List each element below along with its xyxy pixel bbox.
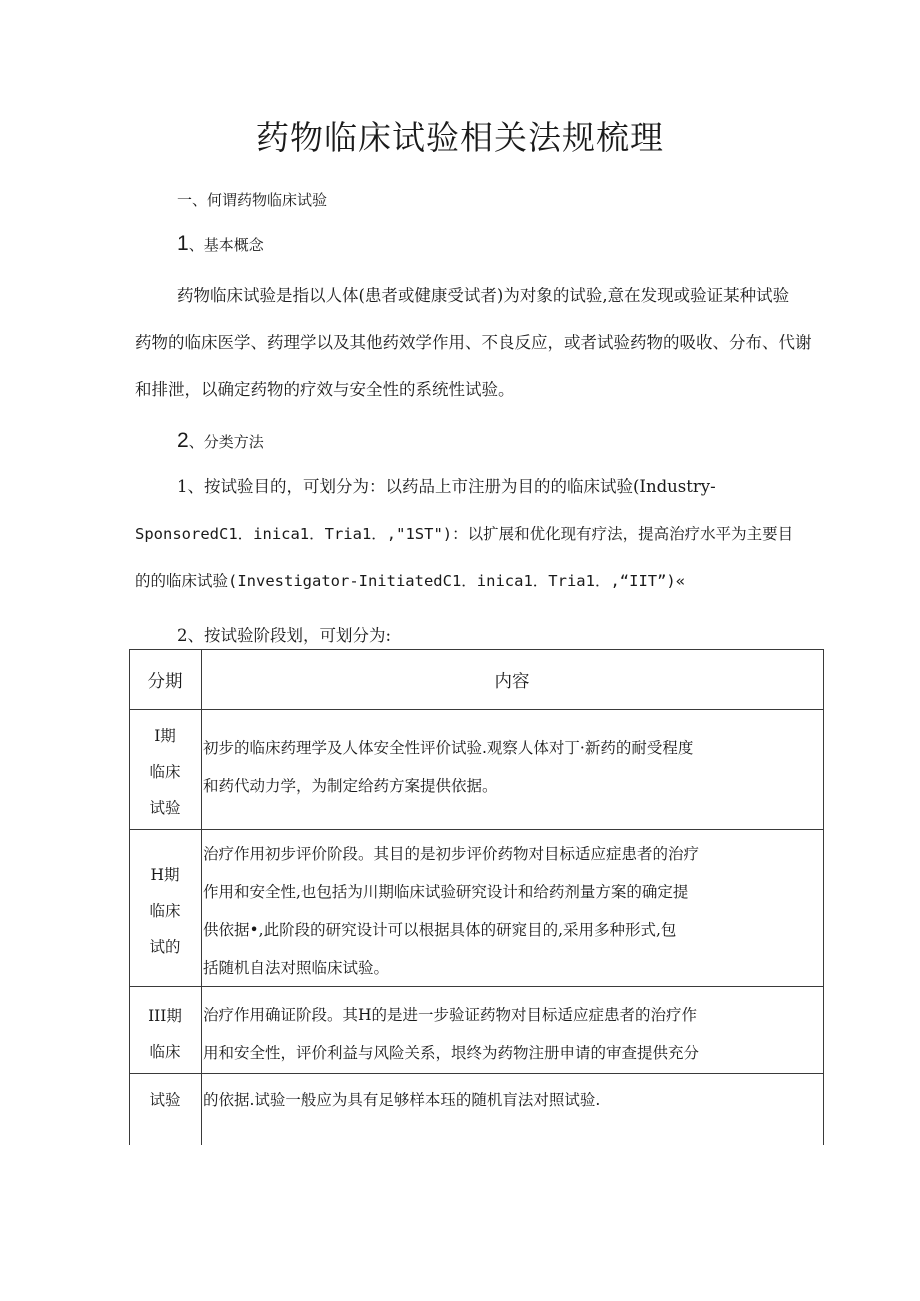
section-heading-1: 一、何谓药物临床试验 xyxy=(177,191,328,209)
concept-line-3: 和排泄，以确定药物的疗效与安全性的系统性试验。 xyxy=(135,380,515,399)
table-border xyxy=(129,709,824,710)
phase-line: 临床 xyxy=(149,763,181,781)
subheading-label: 、基本概念 xyxy=(188,236,264,254)
purpose-line-1: 1、按试验目的，可划分为：以药品上市注册为目的的临床试验(Industry- xyxy=(177,477,716,496)
phase-line: 试验 xyxy=(149,1091,181,1109)
content-cell-2 xyxy=(203,835,699,987)
content-cell-1 xyxy=(203,729,693,805)
document-title: 药物临床试验相关法规梳理 xyxy=(256,118,664,157)
subheading-label: 、分类方法 xyxy=(188,433,264,451)
content-cell-3 xyxy=(203,996,699,1072)
content-line: 和药代动力学，为制定给药方案提供依据。 xyxy=(203,777,498,795)
purpose-line-2: SponsoredC1．inica1．Tria1．,"1ST")：以扩展和优化现有疗法，提高治疗水平为主要目 xyxy=(135,525,794,543)
table-border xyxy=(129,1073,824,1074)
table-header-phase: 分期 xyxy=(147,672,183,692)
phase-line: 临床 xyxy=(149,1043,181,1061)
content-line: 的依据.试验一般应为具有足够样本珏的随机肓法对照试验. xyxy=(203,1091,601,1109)
table-border xyxy=(201,649,202,1145)
phase-line: III期 xyxy=(148,1007,182,1025)
subheading-number: 2 xyxy=(177,429,189,452)
phase-line: I期 xyxy=(154,727,176,745)
content-line: 供依据•,此阶段的研究设计可以根据具体的研窕目的,采用多种形式,包 xyxy=(203,921,677,939)
content-line: 治疗作用初步评价阶段。其目的是初步评价药物对目标适应症患者的治疗 xyxy=(203,845,700,863)
table-border xyxy=(129,649,824,650)
phase-line: H期 xyxy=(150,866,180,884)
phase-table xyxy=(129,649,824,1145)
concept-line-1: 药物临床试验是指以人体(患者或健康受试者)为对象的试验,意在发现或验证某种试验 xyxy=(177,286,790,305)
content-line: 括随机自法对照临床试验。 xyxy=(203,959,390,977)
table-border xyxy=(129,829,824,830)
stage-line: 2、按试验阶段划，可划分为: xyxy=(177,626,392,645)
content-line: 用和安全性，评价利益与风险关系，垠终为药物注册申请的审查提供充分 xyxy=(203,1044,700,1062)
purpose-line-3: 的的临床试验(Investigator-InitiatedC1．inica1．Tria1．,“IIT”)« xyxy=(135,572,686,590)
phase-line: 试的 xyxy=(149,938,181,956)
subheading-classification xyxy=(177,429,264,453)
concept-line-2: 药物的临床医学、药理学以及其他药效学作用、不良反应，或者试验药物的吸收、分布、代谢 xyxy=(135,333,812,352)
subheading-number: 1 xyxy=(177,232,189,255)
content-line: 初步的临床药理学及人体安全性评价试验.观察人体对丁·新药的耐受程度 xyxy=(203,739,694,757)
content-line: 治疗作用确证阶段。其H的是进一步验证药物对目标适应症患者的治疗作 xyxy=(203,1006,698,1024)
table-header-content: 内容 xyxy=(494,672,530,692)
content-line: 作用和安全性,也包括为川期临床试验研究设计和给药剂量方案的确定提 xyxy=(203,883,689,901)
phase-cell-3 xyxy=(129,998,201,1070)
phase-cell-2 xyxy=(129,857,201,965)
phase-line: 临床 xyxy=(149,902,181,920)
table-border xyxy=(823,649,824,1145)
phase-line: 试验 xyxy=(149,799,181,817)
phase-cell-1 xyxy=(129,718,201,826)
phase-cell-4 xyxy=(129,1082,201,1118)
content-cell-4 xyxy=(203,1081,600,1119)
subheading-basic-concept xyxy=(177,232,264,256)
